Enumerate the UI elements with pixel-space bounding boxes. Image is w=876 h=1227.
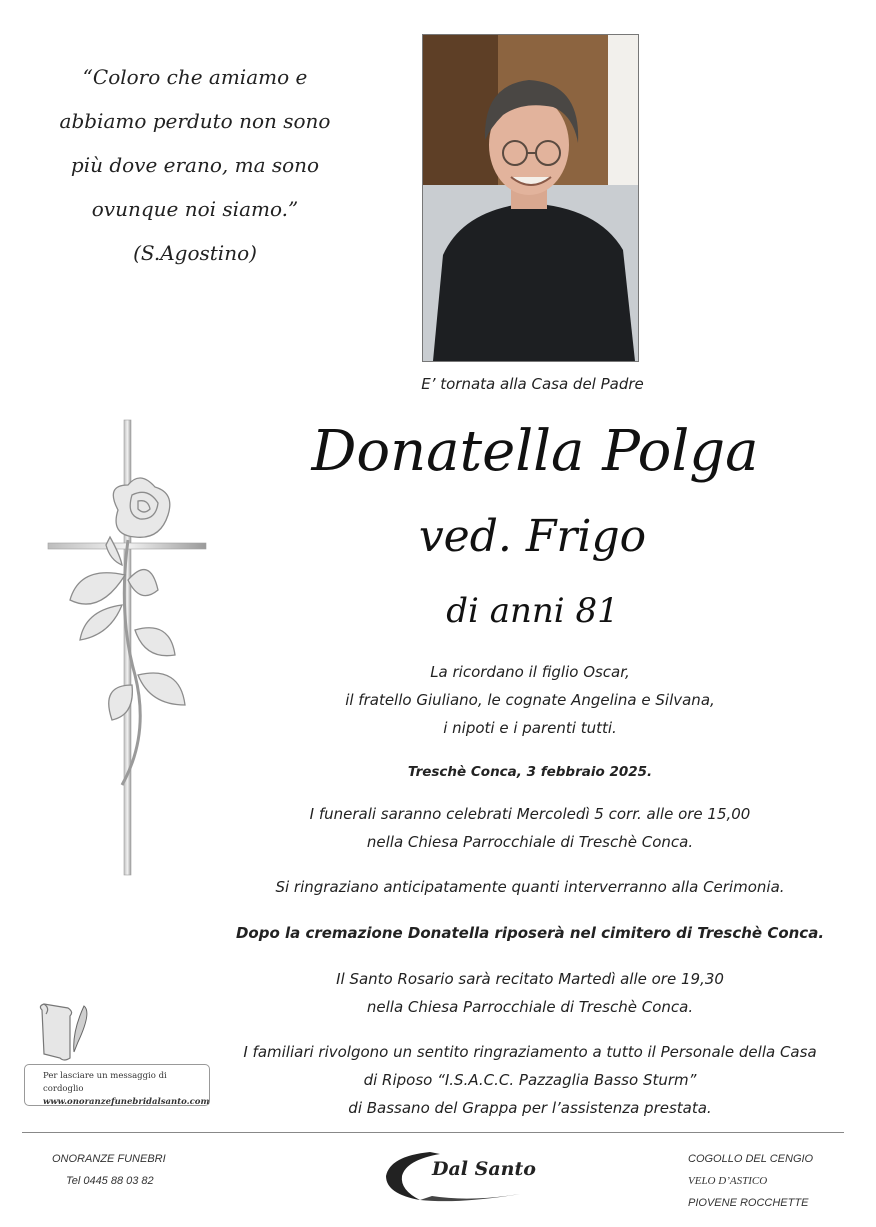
family-thanks-text [210,1038,850,1122]
quote [40,55,350,275]
quote-author: (S.Agostino) [133,241,257,265]
family-thanks-line: di Bassano del Grappa per l’assistenza prestata. [348,1099,712,1117]
cremation-text [210,919,850,947]
age: di anni 81 [446,591,619,631]
intro-text: E’ tornata alla Casa del Padre [421,375,644,393]
relatives-line: La ricordano il figlio Oscar, [430,663,630,681]
relatives-line: il fratello Giuliano, le cognate Angelina e Silvana, [345,691,715,709]
condolence-text: Per lasciare un messaggio di cordoglio [43,1071,167,1094]
footer-company [52,1148,166,1192]
funeral-line: nella Chiesa Parrocchiale di Treschè Conca. [366,833,694,851]
logo-text: Dal Santo [432,1158,536,1180]
scroll-quill-icon [34,1002,104,1069]
deceased-name: Donatella Polga [311,419,759,484]
cross-with-rose-icon [40,415,215,885]
married-name: ved. Frigo [418,511,647,562]
portrait-photo [422,34,639,362]
cremation-line: Dopo la cremazione Donatella riposerà nel cimitero di Treschè Conca. [235,924,825,942]
place-date-line: Treschè Conca, 3 febbraio 2025. [407,764,653,780]
company-phone: Tel 0445 88 03 82 [66,1175,154,1187]
family-thanks-line: I familiari rivolgono un sentito ringraziamento a tutto il Personale della Casa [243,1043,817,1061]
rosary-line: nella Chiesa Parrocchiale di Treschè Conca. [366,998,694,1016]
condolence-message-box[interactable] [24,1064,210,1106]
footer-locations [688,1148,813,1214]
relatives-text [210,658,850,742]
quote-line: più dove erano, ma sono [70,153,320,177]
thanks-line: Si ringraziano anticipatamente quanti interverranno alla Cerimonia. [275,878,785,896]
rosary-text [210,965,850,1021]
company-name: ONORANZE FUNEBRI [52,1153,166,1165]
footer-divider [22,1132,844,1133]
quote-line: “Coloro che amiamo e [82,65,308,89]
rosary-line: Il Santo Rosario sarà recitato Martedì alle ore 19,30 [336,970,724,988]
location: VELO D’ASTICO [688,1175,768,1187]
condolence-url[interactable]: www.onoranzefunebridalsanto.com [43,1097,210,1107]
quote-line: abbiamo perduto non sono [59,109,331,133]
location: COGOLLO DEL CENGIO [688,1153,814,1165]
place-date [210,758,850,786]
funeral-line: I funerali saranno celebrati Mercoledì 5 corr. alle ore 15,00 [309,805,751,823]
family-thanks-line: di Riposo “I.S.A.C.C. Pazzaglia Basso Sturm” [363,1071,697,1089]
thanks-text [210,873,850,901]
funeral-text [210,800,850,856]
location: PIOVENE ROCCHETTE [688,1197,809,1209]
quote-line: ovunque noi siamo.” [91,197,299,221]
relatives-line: i nipoti e i parenti tutti. [443,719,617,737]
